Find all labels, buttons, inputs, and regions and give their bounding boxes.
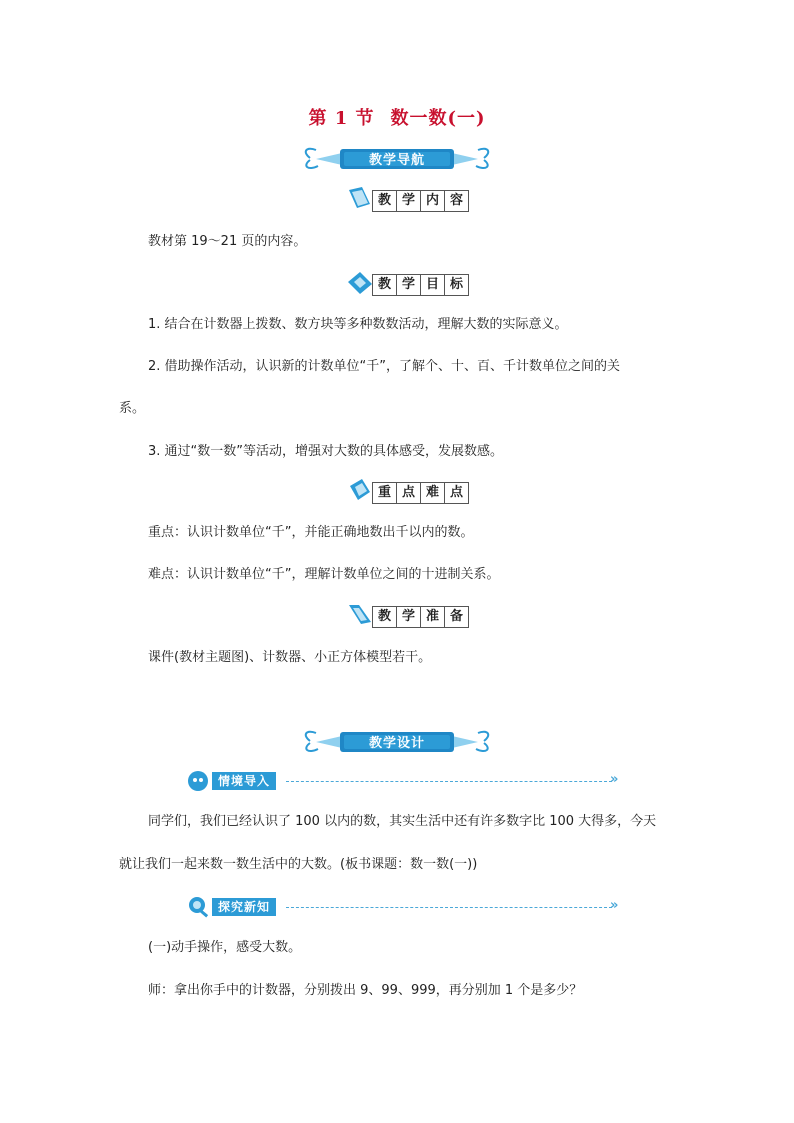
goal-item-continued: 系。	[119, 401, 146, 416]
title-char: 点	[445, 483, 468, 503]
banner-label: 教学导航	[368, 153, 425, 168]
pencil-book-icon	[346, 268, 374, 296]
marker-label: 探究新知	[212, 898, 276, 916]
marker-situation-intro	[186, 770, 636, 792]
chat-bubble-icon	[186, 769, 214, 793]
section-number: 第 1 节	[308, 108, 375, 129]
marker-label: 情境导入	[212, 772, 276, 790]
goal-item: 2. 借助操作活动，认识新的计数单位“千”，了解个、十、百、千计数单位之间的关	[148, 359, 621, 374]
title-char: 教	[373, 275, 397, 295]
notebook-icon	[346, 476, 374, 504]
title-char: 难	[421, 483, 445, 503]
content-text: 教材第 19～21 页的内容。	[148, 234, 307, 249]
key-point-text: 重点：认识计数单位“千”，并能正确地数出千以内的数。	[148, 525, 474, 540]
title-char: 内	[421, 191, 445, 211]
difficult-point-text: 难点：认识计数单位“千”，理解计数单位之间的十进制关系。	[148, 567, 500, 582]
title-char: 重	[373, 483, 397, 503]
goal-item: 1. 结合在计数器上拨数、数方块等多种数数活动，理解大数的实际意义。	[148, 317, 568, 332]
teacher-question: 师：拿出你手中的计数器，分别拨出 9、99、999，再分别加 1 个是多少？	[148, 983, 583, 998]
banner-teaching-guide	[302, 144, 492, 174]
double-arrow-icon: »	[610, 772, 619, 787]
section-name: 数一数(一)	[390, 108, 486, 129]
marker-explore-new	[186, 896, 636, 918]
banner-label: 教学设计	[368, 736, 425, 751]
goal-item: 3. 通过“数一数”等活动，增强对大数的具体感受，发展数感。	[148, 444, 504, 459]
intro-paragraph-line: 就让我们一起来数一数生活中的大数。(板书课题：数一数(一))	[119, 857, 478, 872]
preparation-text: 课件(教材主题图)、计数器、小正方体模型若干。	[148, 650, 432, 665]
double-arrow-icon: »	[610, 898, 619, 913]
title-char: 标	[445, 275, 468, 295]
title-char: 容	[445, 191, 468, 211]
magnifier-icon	[186, 895, 214, 919]
banner-teaching-design	[302, 727, 492, 757]
title-char: 教	[373, 607, 397, 627]
title-char: 点	[397, 483, 421, 503]
dashed-line	[286, 781, 612, 782]
title-char: 备	[445, 607, 468, 627]
intro-paragraph-line: 同学们，我们已经认识了 100 以内的数，其实生活中还有许多数字比 100 大得多，今天	[148, 814, 657, 829]
page-title	[0, 104, 794, 130]
title-char: 教	[373, 191, 397, 211]
title-char: 准	[421, 607, 445, 627]
section-title-boxes	[372, 190, 469, 212]
section-title-boxes	[372, 482, 469, 504]
explore-step: (一)动手操作，感受大数。	[148, 940, 302, 955]
folder-icon	[346, 600, 374, 628]
title-char: 学	[397, 191, 421, 211]
title-char: 目	[421, 275, 445, 295]
book-icon	[346, 184, 374, 212]
section-title-boxes	[372, 274, 469, 296]
dashed-line	[286, 907, 612, 908]
title-char: 学	[397, 275, 421, 295]
title-char: 学	[397, 607, 421, 627]
section-title-boxes	[372, 606, 469, 628]
